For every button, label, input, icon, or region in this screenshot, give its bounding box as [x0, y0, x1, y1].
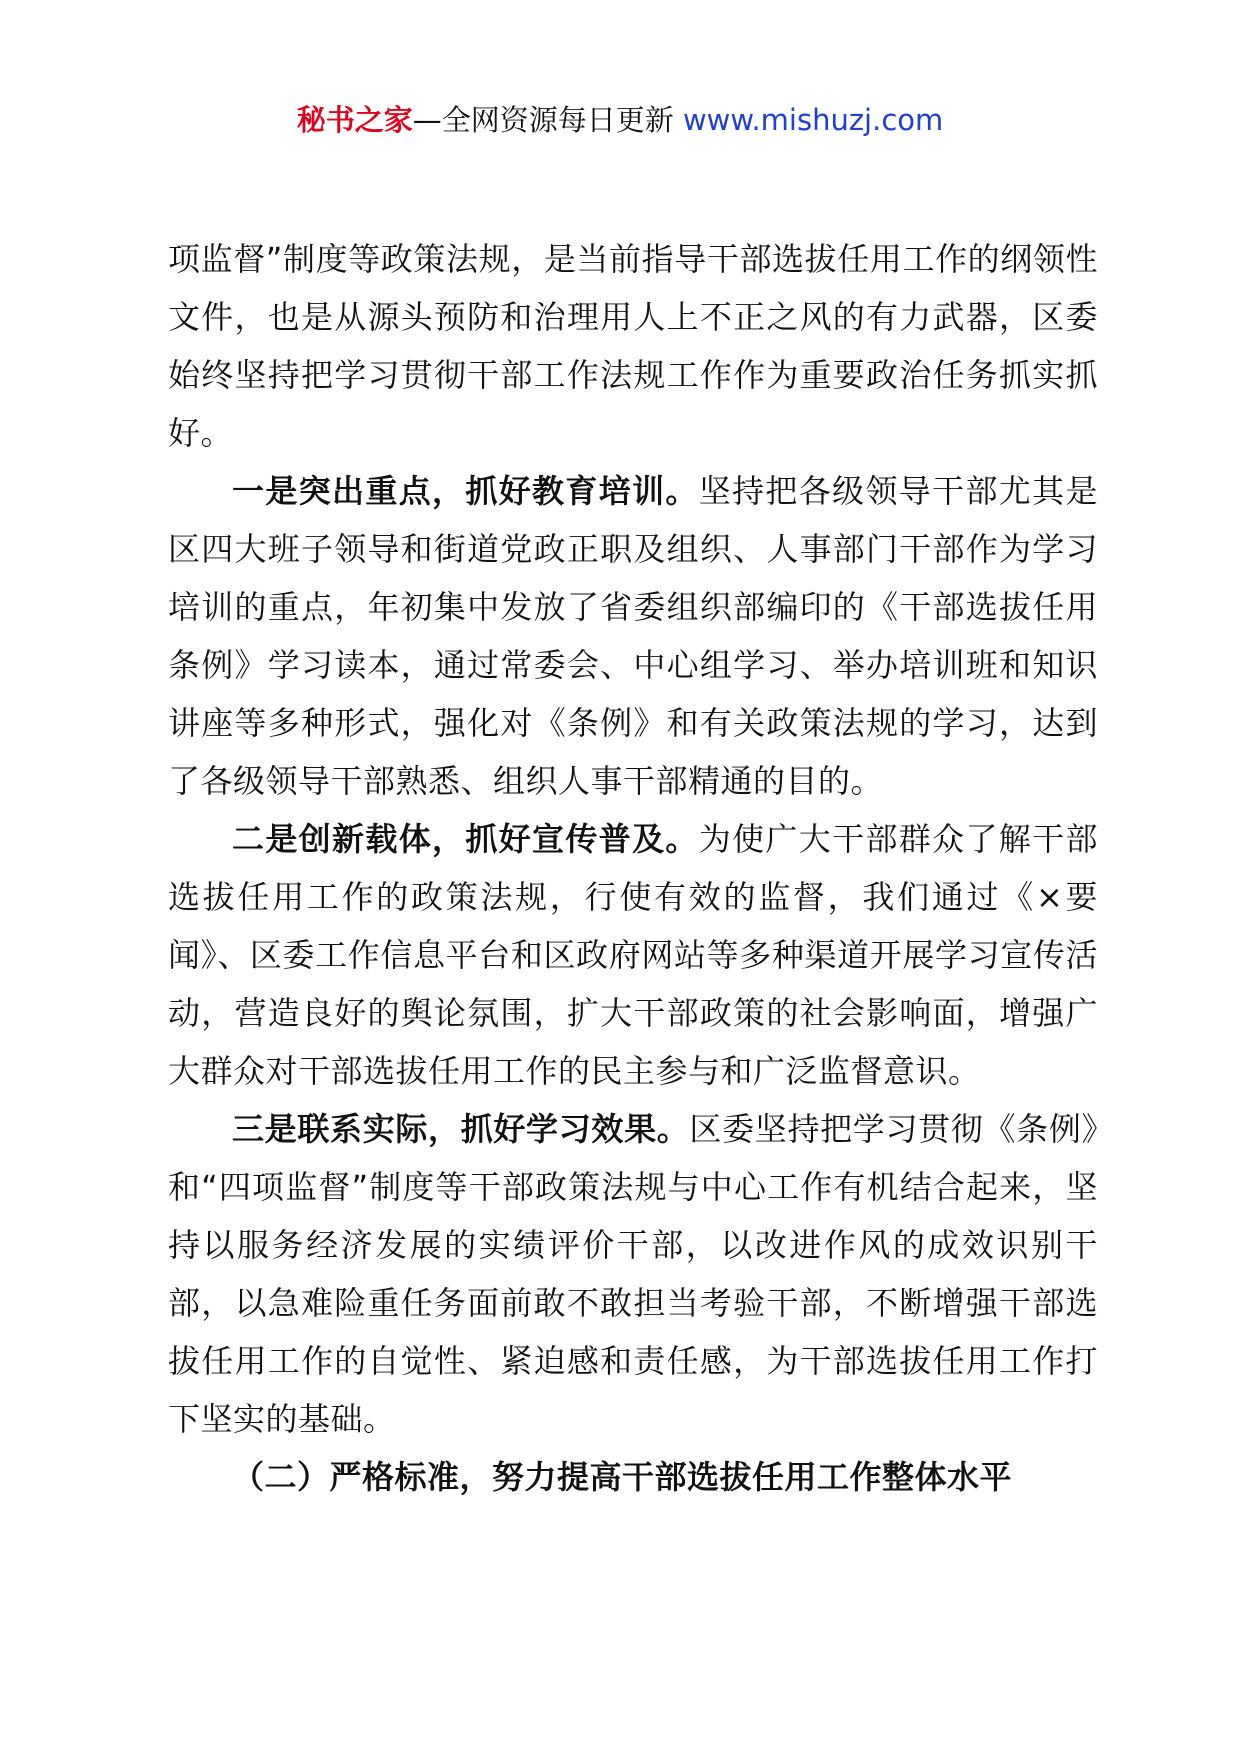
header-tagline: —全网资源每日更新	[412, 103, 683, 137]
paragraph-lead: 一是突出重点，抓好教育培训。	[232, 472, 699, 510]
section-heading: （二）严格标准，努力提高干部选拔任用工作整体水平	[232, 1458, 1013, 1496]
paragraph-text: 坚持把各级领导干部尤其是区四大班子领导和街道党政正职及组织、人事部门干部作为学习培训的重点，年初集中发放了省委组织部编印的《干部选拔任用条例》学习读本，通过常委会、中心组学习、举办培训班和知识讲座等多种形式，强化对《条例》和有关政策法规的学习，达到了各级领导干部熟悉、组织人事干部精通的目的。	[168, 472, 1098, 800]
site-url-link[interactable]: www.mishuzj.com	[682, 103, 944, 137]
document-body	[168, 230, 1098, 1506]
paragraph-text: 为使广大干部群众了解干部选拔任用工作的政策法规，行使有效的监督，我们通过《×要闻》、区委工作信息平台和区政府网站等多种渠道开展学习宣传活动，营造良好的舆论氛围，扩大干部政策的社会影响面，增强广大群众对干部选拔任用工作的民主参与和广泛监督意识。	[168, 820, 1098, 1090]
paragraph-lead: 二是创新载体，抓好宣传普及。	[232, 820, 699, 858]
paragraph-effect	[168, 1100, 1098, 1448]
paragraph-training	[168, 462, 1098, 810]
paragraph-publicity	[168, 810, 1098, 1100]
page-header	[0, 100, 1240, 140]
paragraph-continued: 项监督”制度等政策法规，是当前指导干部选拔任用工作的纲领性文件，也是从源头预防和治理用人上不正之风的有力武器，区委始终坚持把学习贯彻干部工作法规工作作为重要政治任务抓实抓好。	[168, 240, 1098, 452]
brand-name: 秘书之家	[296, 103, 413, 137]
paragraph-lead: 三是联系实际，抓好学习效果。	[232, 1110, 690, 1148]
paragraph-text: 区委坚持把学习贯彻《条例》和“四项监督”制度等干部政策法规与中心工作有机结合起来，坚持以服务经济发展的实绩评价干部，以改进作风的成效识别干部，以急难险重任务面前敢不敢担当考验干部，不断增强干部选拔任用工作的自觉性、紧迫感和责任感，为干部选拔任用工作打下坚实的基础。	[168, 1110, 1098, 1438]
